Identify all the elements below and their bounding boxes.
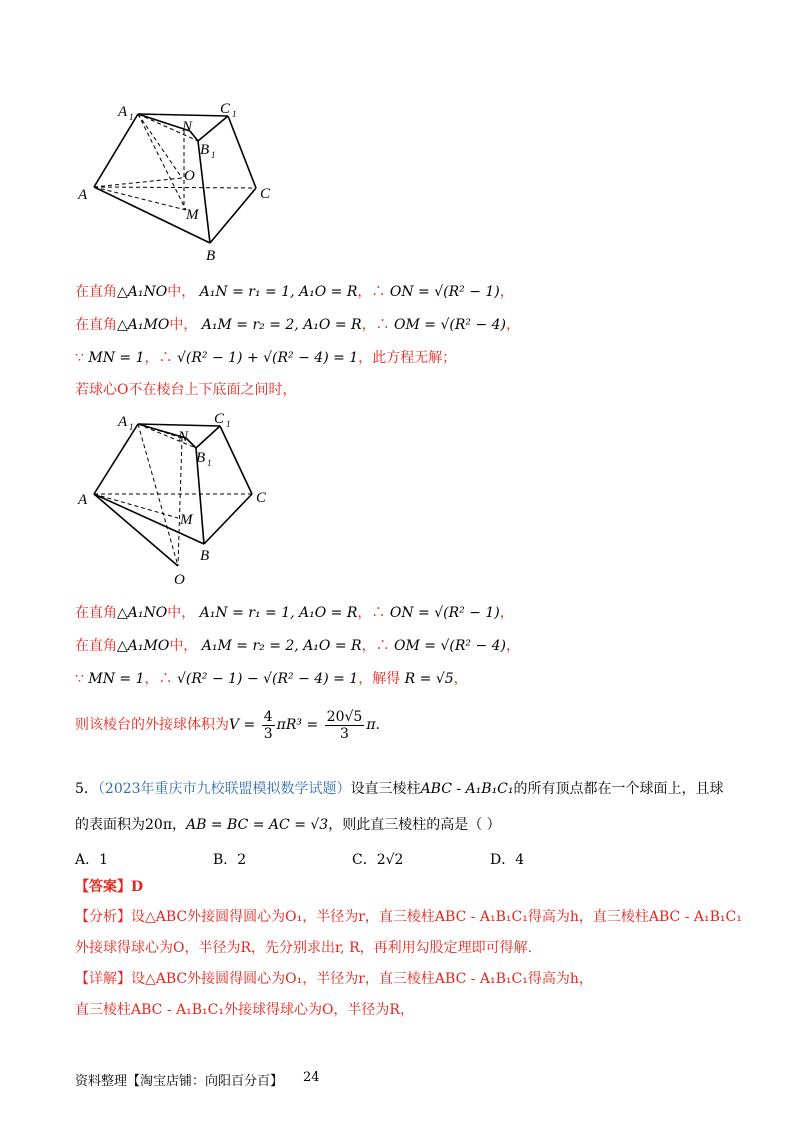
svg-text:B: B — [200, 548, 210, 564]
analysis-line1: 【分析】设△ABC外接圆得圆心为O₁，半径为r，直三棱柱ABC - A₁B₁C₁得高为h，直三棱柱ABC - A₁B₁C₁ — [75, 909, 742, 925]
detail-line1: 【详解】设△ABC外接圆得圆心为O₁，半径为r，直三棱柱ABC - A₁B₁C₁得高为h， — [75, 971, 593, 987]
svg-text:1: 1 — [129, 112, 134, 122]
option-b: B．2 — [213, 852, 247, 868]
svg-text:1: 1 — [211, 150, 216, 160]
frustum-figure-2 — [70, 408, 290, 590]
detail-line2: 直三棱柱ABC - A₁B₁C₁外接球得球心为O，半径为R， — [75, 1002, 414, 1018]
svg-text:O: O — [174, 572, 185, 588]
label-c: C — [260, 186, 271, 202]
svg-text:C: C — [256, 490, 267, 506]
footer-source: 资料整理【淘宝店铺：向阳百分百】 — [75, 1074, 284, 1089]
case1-line3: ∵ MN = 1，∴ √(R² − 1) + √(R² − 4) = 1，此方程无解； — [75, 350, 457, 366]
svg-text:B: B — [196, 450, 206, 466]
svg-text:N: N — [178, 429, 189, 445]
option-a: A．1 — [75, 852, 109, 868]
edge-a1a — [94, 114, 138, 187]
analysis-line2: 外接球得球心为O，半径为R，先分别求出r, R，再利用勾股定理即可得解. — [75, 940, 533, 956]
svg-text:1: 1 — [207, 458, 212, 468]
label-c1: C — [220, 101, 231, 117]
label-b1: B — [200, 142, 210, 158]
label-a1: A — [118, 104, 128, 120]
svg-text:1: 1 — [226, 419, 231, 429]
option-d: D．4 — [490, 852, 525, 868]
label-o: O — [184, 168, 195, 184]
answer-line: 【答案】D — [75, 879, 144, 895]
svg-text:A: A — [118, 414, 128, 430]
svg-text:1: 1 — [232, 109, 237, 119]
edge-c1b1 — [198, 116, 228, 141]
question-source: （2023年重庆市九校联盟模拟数学试题） — [97, 781, 351, 797]
edge-a1c1 — [138, 114, 228, 116]
svg-text:M: M — [180, 512, 193, 528]
case1-line1: 在直角△A₁NO中， A₁N = r₁ = 1, A₁O = R，∴ ON = √(R² − 1)， — [75, 284, 514, 300]
case1-line2: 在直角△A₁MO中， A₁M = r₂ = 2, A₁O = R，∴ OM = √(R² − 4)， — [75, 317, 521, 333]
case2-volume: 则该棱台的外接球体积为V = $\frac{4}{3}$ πR³ = $\frac{20√5}{3}$ π. — [75, 708, 380, 742]
svg-text:C: C — [214, 411, 225, 427]
question-5-line1: 5．（2023年重庆市九校联盟模拟数学试题）设直三棱柱ABC - A₁B₁C₁的所有顶点都在一个球面上，且球 — [75, 781, 724, 797]
case2-line3: ∵ MN = 1，∴ √(R² − 1) − √(R² − 4) = 1，解得 R = √5， — [75, 671, 468, 687]
label-n: N — [182, 119, 193, 135]
case2-line2: 在直角△A₁MO中， A₁M = r₂ = 2, A₁O = R，∴ OM = √(R² − 4)， — [75, 638, 521, 654]
case1-line4: 若球心O不在棱台上下底面之间时， — [75, 382, 297, 398]
frustum-figure-1 — [70, 98, 290, 268]
question-5-line2: 的表面积为20π，AB = BC = AC = √3，则此直三棱柱的高是（ ） — [75, 817, 501, 833]
option-c: C．2√2 — [352, 852, 404, 868]
case2-line1: 在直角△A₁NO中， A₁N = r₁ = 1, A₁O = R，∴ ON = √(R² − 1)， — [75, 605, 514, 621]
label-m: M — [186, 207, 199, 223]
label-a: A — [78, 187, 88, 203]
edge-c1c — [228, 116, 256, 188]
label-b: B — [206, 248, 216, 264]
edge-cb — [210, 188, 256, 243]
page-number: 24 — [303, 1070, 320, 1085]
svg-text:1: 1 — [129, 422, 134, 432]
svg-text:A: A — [78, 492, 88, 508]
